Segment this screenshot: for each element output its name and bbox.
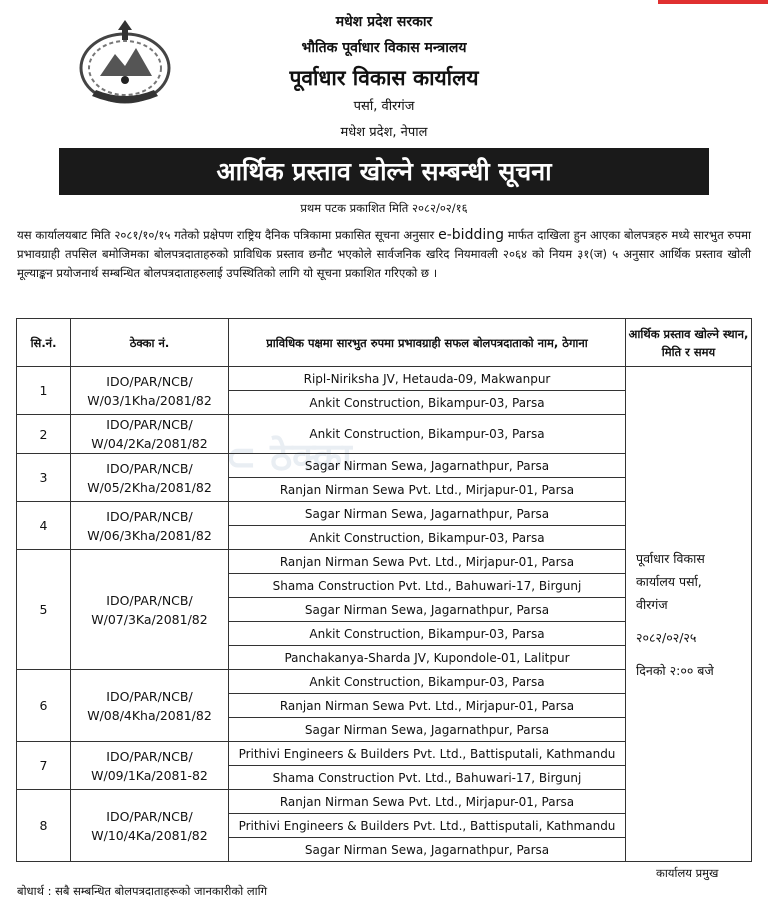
bidder-name: Ankit Construction, Bikampur-03, Parsa — [229, 526, 626, 550]
row-contract-no — [71, 790, 229, 862]
bidder-name: Ankit Construction, Bikampur-03, Parsa — [229, 415, 626, 454]
bidder-name: Sagar Nirman Sewa, Jagarnathpur, Parsa — [229, 838, 626, 862]
contract-no-line1: IDO/PAR/NCB/ — [106, 460, 193, 476]
notice-title: आर्थिक प्रस्ताव खोल्ने सम्बन्धी सूचना — [59, 148, 709, 195]
bidder-name: Shama Construction Pvt. Ltd., Bahuwari-17, Birgunj — [229, 574, 626, 598]
header-contract: ठेक्का नं. — [71, 319, 229, 367]
bidders-table — [16, 318, 752, 862]
ministry-name: भौतिक पूर्वाधार विकास मन्त्रालय — [301, 40, 467, 56]
row-contract-no — [71, 670, 229, 742]
table-header-row — [17, 319, 752, 367]
opening-place1: पूर्वाधार विकास — [636, 550, 705, 566]
contract-no-line1: IDO/PAR/NCB/ — [106, 688, 193, 704]
bidder-name: Ranjan Nirman Sewa Pvt. Ltd., Mirjapur-01, Parsa — [229, 694, 626, 718]
bidder-name: Sagar Nirman Sewa, Jagarnathpur, Parsa — [229, 502, 626, 526]
watermark-logo-icon: ⊂ ठेक्का — [225, 435, 352, 479]
contract-no-line1: IDO/PAR/NCB/ — [106, 417, 193, 432]
bidder-name: Ranjan Nirman Sewa Pvt. Ltd., Mirjapur-01, Parsa — [229, 550, 626, 574]
contract-no-line1: IDO/PAR/NCB/ — [106, 508, 193, 524]
bidder-name: Sagar Nirman Sewa, Jagarnathpur, Parsa — [229, 718, 626, 742]
bidder-name: Shama Construction Pvt. Ltd., Bahuwari-17, Birgunj — [229, 766, 626, 790]
bidder-name: Ripl-Niriksha JV, Hetauda-09, Makwanpur — [229, 367, 626, 391]
row-contract-no — [71, 502, 229, 550]
contract-no-line2: W/05/2Kha/2081/82 — [87, 479, 212, 495]
bidder-name: Ankit Construction, Bikampur-03, Parsa — [229, 391, 626, 415]
intro-paragraph — [17, 226, 751, 283]
top-red-line — [658, 0, 768, 4]
row-contract-no — [71, 415, 229, 454]
row-contract-no — [71, 454, 229, 502]
office-province: मधेश प्रदेश, नेपाल — [340, 125, 428, 140]
contract-no-line1: IDO/PAR/NCB/ — [106, 808, 193, 824]
contract-no-line2: W/08/4Kha/2081/82 — [87, 707, 212, 723]
bidder-name: Panchakanya-Sharda JV, Kupondole-01, Lalitpur — [229, 646, 626, 670]
office-chief: कार्यालय प्रमुख — [656, 866, 719, 880]
contract-no-line2: W/06/3Kha/2081/82 — [87, 527, 212, 543]
row-sn: 5 — [17, 550, 71, 670]
office-name: पूर्वाधार विकास कार्यालय — [289, 66, 479, 90]
bidder-name: Prithivi Engineers & Builders Pvt. Ltd., Battisputali, Kathmandu — [229, 814, 626, 838]
row-sn: 1 — [17, 367, 71, 415]
bidder-name: Sagar Nirman Sewa, Jagarnathpur, Parsa — [229, 454, 626, 478]
opening-time: दिनको २:०० बजे — [636, 662, 714, 678]
row-contract-no — [71, 550, 229, 670]
header-bidders: प्राविधिक पक्षमा सारभुत रुपमा प्रभावग्राही सफल बोलपत्रदाताको नाम, ठेगाना — [229, 319, 626, 367]
bidder-name: Ankit Construction, Bikampur-03, Parsa — [229, 622, 626, 646]
bidder-name: Ranjan Nirman Sewa Pvt. Ltd., Mirjapur-01, Parsa — [229, 478, 626, 502]
published-date: प्रथम पटक प्रकाशित मिति २०८२/०२/१६ — [300, 201, 468, 215]
header-opening: आर्थिक प्रस्ताव खोल्ने स्थान, मिति र समय — [626, 319, 752, 367]
bidder-name: Sagar Nirman Sewa, Jagarnathpur, Parsa — [229, 598, 626, 622]
opening-place2: कार्यालय पर्सा, — [636, 573, 702, 589]
office-city: पर्सा, वीरगंज — [353, 99, 415, 114]
contract-no-line2: W/03/1Kha/2081/82 — [87, 392, 212, 408]
row-sn: 8 — [17, 790, 71, 862]
bidder-name: Ankit Construction, Bikampur-03, Parsa — [229, 670, 626, 694]
row-contract-no — [71, 367, 229, 415]
ebidding-text: e-bidding — [438, 227, 504, 243]
contract-no-line2: W/04/2Ka/2081/82 — [91, 436, 208, 451]
govt-name: मधेश प्रदेश सरकार — [335, 14, 433, 30]
row-sn: 4 — [17, 502, 71, 550]
row-contract-no — [71, 742, 229, 790]
contract-no-line2: W/09/1Ka/2081-82 — [91, 767, 208, 783]
footer-note: बोधार्थ : सबै सम्बन्धित बोलपत्रदाताहरूको जानकारीको लागि — [17, 884, 268, 898]
row-sn: 6 — [17, 670, 71, 742]
table-row — [17, 367, 752, 391]
bidder-name: Prithivi Engineers & Builders Pvt. Ltd., Battisputali, Kathmandu — [229, 742, 626, 766]
intro-text-2: मार्फत दाखिला हुन आएका बोलपत्रहरु मध्ये सारभुत रुपमा प्रभावग्राही तपसिल बमोजिमका बोलपत्रदाताहरुको प्राविधिक प्रस्ताव छनौट भएकोले सार्वजनिक खरिद नियमावली २०६४ को नियम ३१(ज) ५ अनुसार आर्थिक प्रस्ताव खोली मूल्याङ्कन प्रयोजनार्थ सम्बन्धित बोलपत्रदाताहरुलाई उपस्थितिको लागि यो सूचना प्रकाशित गरिएको छ । — [17, 228, 752, 280]
opening-date: २०८२/०२/२५ — [636, 629, 697, 645]
contract-no-line2: W/10/4Ka/2081/82 — [91, 827, 208, 843]
contract-no-line1: IDO/PAR/NCB/ — [106, 748, 193, 764]
intro-text-1: यस कार्यालयबाट मिति २०८१/१०/१५ गतेको प्रक्षेपण राष्ट्रिय दैनिक पत्रिकामा प्रकासित सूचना अनुसार — [17, 228, 439, 242]
row-sn: 2 — [17, 415, 71, 454]
contract-no-line2: W/07/3Ka/2081/82 — [91, 611, 208, 627]
header-sn: सि.नं. — [17, 319, 71, 367]
row-sn: 3 — [17, 454, 71, 502]
row-sn: 7 — [17, 742, 71, 790]
bidder-name: Ranjan Nirman Sewa Pvt. Ltd., Mirjapur-01, Parsa — [229, 790, 626, 814]
opening-place3: वीरगंज — [636, 596, 668, 612]
contract-no-line1: IDO/PAR/NCB/ — [106, 592, 193, 608]
contract-no-line1: IDO/PAR/NCB/ — [106, 373, 193, 389]
opening-details — [626, 367, 752, 862]
